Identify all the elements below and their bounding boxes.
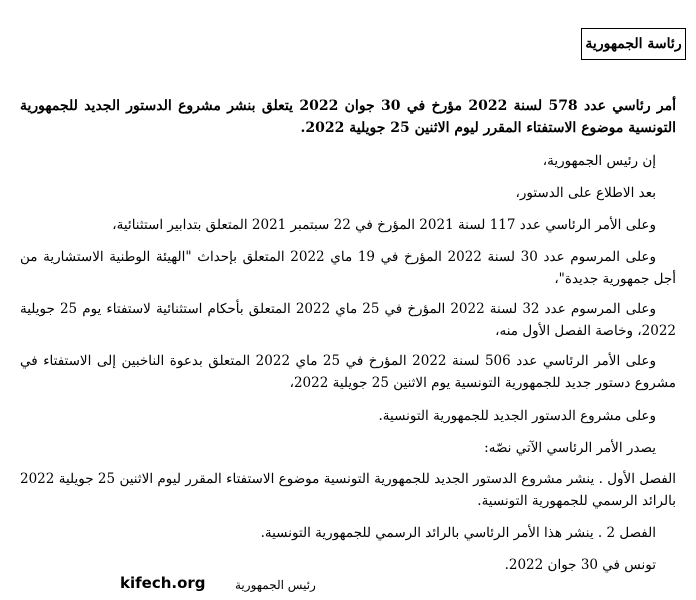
- signature: رئيس الجمهورية: [235, 578, 316, 592]
- paragraph-decree-30: وعلى المرسوم عدد 30 لسنة 2022 المؤرخ في 19 ماي 2022 المتعلق بإحداث "الهيئة الوطنية الاستشارية من أجل جمهورية جديدة"،: [20, 249, 676, 287]
- paragraph-draft-constitution: وعلى مشروع الدستور الجديد للجمهورية التونسية.: [378, 408, 656, 424]
- paragraph-preamble: إن رئيس الجمهورية،: [542, 153, 656, 169]
- paragraph-decree-506: وعلى الأمر الرئاسي عدد 506 لسنة 2022 المؤرخ في 25 ماي 2022 المتعلق بدعوة الناخبين إلى الاستفتاء في مشروع دستور جديد للجمهورية التونسية يوم الاثنين 25 جويلية 2022،: [20, 353, 676, 391]
- issuer-box: رئاسة الجمهورية: [581, 28, 686, 60]
- paragraph-constitution: بعد الاطلاع على الدستور،: [515, 185, 656, 201]
- article-2: الفصل 2 . ينشر هذا الأمر الرئاسي بالرائد الرسمي للجمهورية التونسية.: [260, 525, 656, 541]
- paragraph-decree-117: وعلى الأمر الرئاسي عدد 117 لسنة 2021 المؤرخ في 22 سبتمبر 2021 المتعلق بتدابير استثنائية،: [112, 217, 656, 233]
- paragraph-decree-32: وعلى المرسوم عدد 32 لسنة 2022 المؤرخ في 25 ماي 2022 المتعلق بأحكام استثنائية لاستفتاء يوم 25 جويلية 2022، وخاصة الفصل الأول منه،: [20, 301, 676, 339]
- decree-title: أمر رئاسي عدد 578 لسنة 2022 مؤرخ في 30 جوان 2022 يتعلق بنشر مشروع الدستور الجديد للجمهورية التونسية موضوع الاستفتاء المقرر ليوم الاثنين 25 جويلية 2022.: [20, 98, 677, 136]
- date-line: تونس في 30 جوان 2022.: [504, 557, 656, 573]
- paragraph-issues: يصدر الأمر الرئاسي الآتي نصّه:: [484, 440, 656, 456]
- article-1: الفصل الأول . ينشر مشروع الدستور الجديد للجمهورية التونسية موضوع الاستفتاء المقرر ليوم الاثنين 25 جويلية 2022 بالرائد الرسمي للجمهورية التونسية.: [20, 471, 676, 509]
- watermark: kifech.org: [120, 574, 206, 592]
